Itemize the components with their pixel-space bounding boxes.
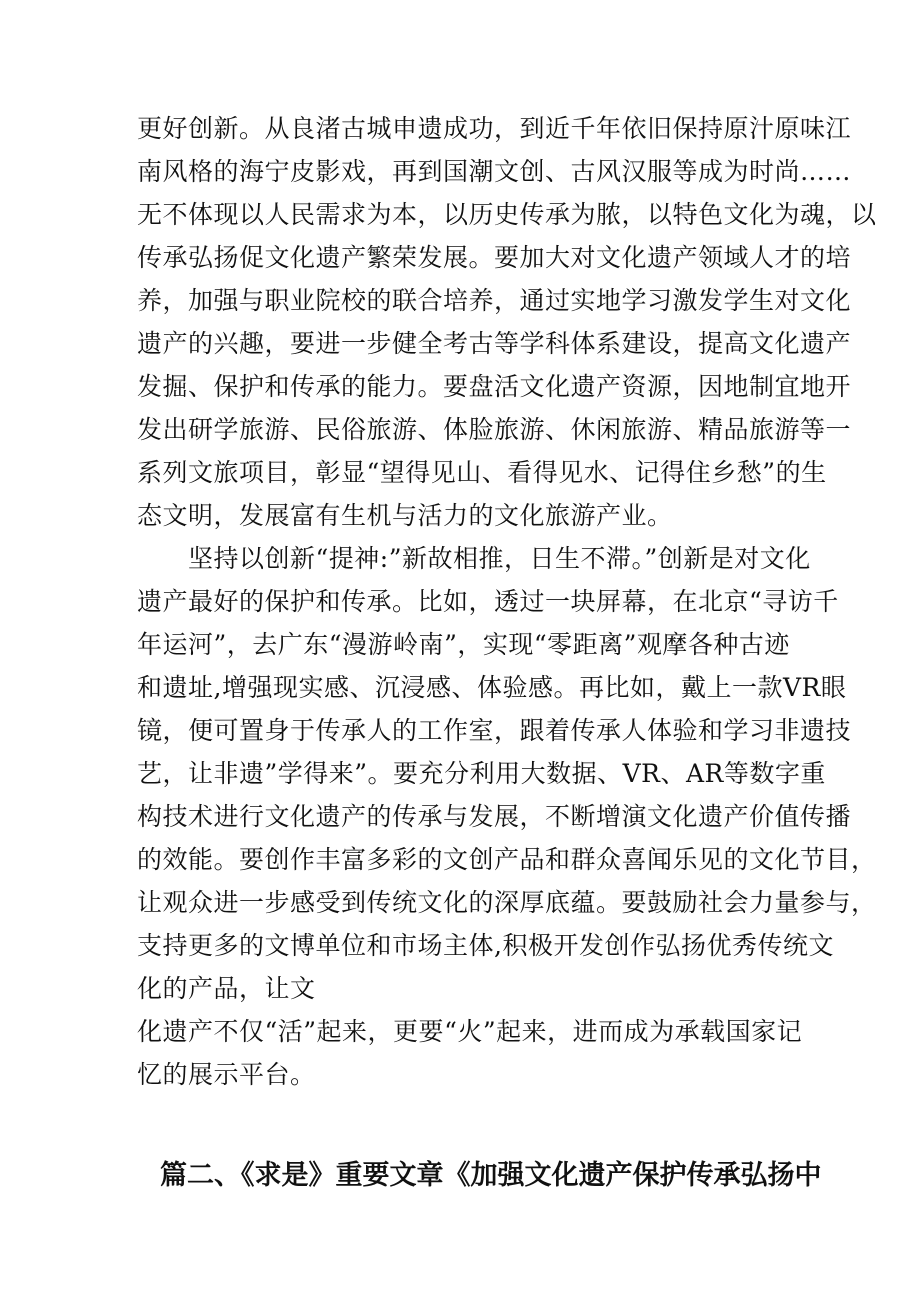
text-line: 养，加强与职业院校的联合培养，通过实地学习激发学生对文化 — [137, 286, 852, 315]
text-line: 忆的展示平台。 — [137, 1060, 316, 1089]
text-line: 化的产品，让文 — [137, 974, 316, 1003]
text-line: 化遗产不仅“活”起来，更要“火”起来，进而成为承载国家记 — [137, 1017, 803, 1046]
text-line: 年运河”，去广东“漫游岭南”，实现“零距离”观摩各种古迹 — [137, 630, 790, 659]
text-line: 更好创新。从良渚古城申遗成功，到近千年依旧保持原汁原味江 — [137, 114, 852, 143]
text-line: 系列文旅项目，彰显“望得见山、看得见水、记得住乡愁”的生 — [137, 458, 827, 487]
text-line: 遗产的兴趣，要进一步健全考古等学科体系建设，提高文化遗产 — [137, 329, 852, 358]
text-line: 发出研学旅游、民俗旅游、体脸旅游、休闲旅游、精品旅游等一 — [137, 415, 852, 444]
text-line: 遗产最好的保护和传承。比如，透过一块屏幕，在北京“寻访千 — [137, 587, 839, 616]
text-line: 坚持以创新“提神:”新故相推，日生不滞。”创新是对文化 — [188, 544, 811, 573]
text-line: 支持更多的文博单位和市场主体,积极开发创作弘扬优秀传统文 — [137, 931, 834, 960]
text-line: 艺，让非遗”学得来”。要充分利用大数据、VR、AR等数字重 — [137, 759, 826, 788]
text-line: 态文明，发展富有生机与活力的文化旅游产业。 — [137, 501, 673, 530]
text-line: 镜，便可置身于传承人的工作室，跟着传承人体验和学习非遗技 — [137, 716, 852, 745]
text-line: 发掘、保护和传承的能力。要盘活文化遗产资源，因地制宜地开 — [137, 372, 852, 401]
text-line: 南风格的海宁皮影戏，再到国潮文创、古风汉服等成为时尚…… — [137, 157, 852, 186]
section-heading: 篇二、《求是》重要文章《加强文化遗产保护传承弘扬中 — [160, 1160, 822, 1191]
text-line: 无不体现以人民需求为本，以历史传承为脓，以特色文化为魂，以 — [137, 200, 877, 229]
text-line: 让观众进一步感受到传统文化的深厚底蕴。要鼓励社会力量参与， — [137, 888, 877, 917]
text-line: 和遗址,增强现实感、沉浸感、体验感。再比如，戴上一款VR眼 — [137, 673, 847, 702]
text-line: 传承弘扬促文化遗产繁荣发展。要加大对文化遗产领域人才的培 — [137, 243, 852, 272]
text-line: 的效能。要创作丰富多彩的文创产品和群众喜闻乐见的文化节目， — [137, 845, 877, 874]
text-line: 构技术进行文化遗产的传承与发展，不断增演文化遗产价值传播 — [137, 802, 852, 831]
